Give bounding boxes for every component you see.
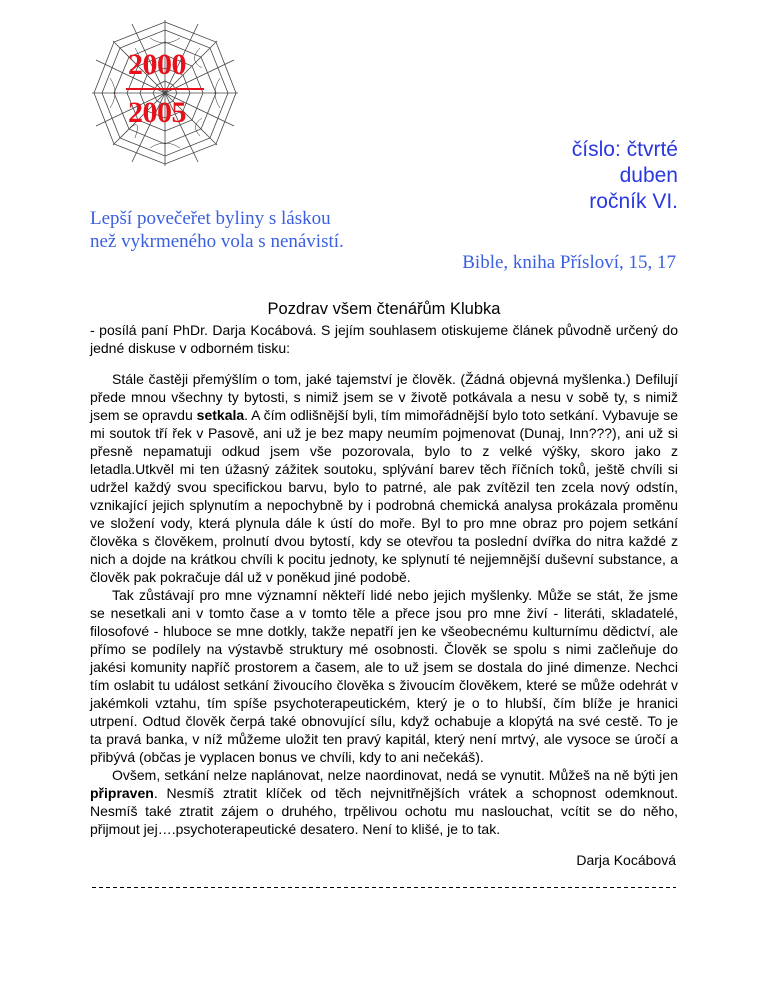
issue-volume: ročník VI. bbox=[589, 190, 678, 213]
issue-month: duben bbox=[619, 164, 678, 187]
article-title: Pozdrav všem čtenářům Klubka bbox=[267, 300, 501, 318]
paragraph-1-text-a: Stále častěji přemýšlím o tom, jaké tajemství je člověk. (Žádná objevná myšlenka.) Defilují přede mnou všechny ty bytosti, s nimiž jsem se v životě potkávala a nesu v sobě ty, s nimiž jsem se opravdu bbox=[90, 371, 678, 423]
year-end: 2005 bbox=[128, 96, 186, 129]
issue-info bbox=[572, 137, 678, 215]
dotted-separator bbox=[90, 880, 678, 888]
year-divider bbox=[126, 88, 204, 90]
author-signature: Darja Kocábová bbox=[576, 852, 676, 868]
issue-number: číslo: čtvrté bbox=[571, 138, 678, 161]
motto-line-1: Lepší povečeřet byliny s láskou bbox=[90, 208, 331, 229]
paragraph-3 bbox=[90, 766, 678, 838]
year-start: 2000 bbox=[128, 48, 186, 81]
paragraph-3-emphasis: připraven bbox=[90, 785, 154, 801]
article-intro: - posílá paní PhDr. Darja Kocábová. S jejím souhlasem otiskujeme článek původně určený do jedné diskuse v odborném tisku: bbox=[90, 322, 678, 356]
article-body bbox=[90, 370, 678, 838]
motto-line-2: než vykrmeného vola s nenávistí. bbox=[90, 231, 344, 252]
paragraph-1-emphasis: setkala bbox=[196, 407, 245, 423]
paragraph-1 bbox=[90, 370, 678, 586]
motto-quote bbox=[90, 207, 344, 253]
spiderweb-icon bbox=[90, 18, 240, 168]
paragraph-3-text-b: . Nesmíš ztratit klíček od těch nejvnitřnějších vrátek a schopnost odemknout. Nesmíš také ztratit zájem o druhého, trpělivou ochotu mu naslouchat, vcítit se do něho, přijmout jej….psychoterapeutické desatero. Není to klišé, je to tak. bbox=[90, 785, 678, 837]
paragraph-2: Tak zůstávají pro mne významní někteří lidé nebo jejich myšlenky. Může se stát, že jsme se nesetkali ani v tomto čase a v tomto těle a přece jsou pro mne živí - literáti, skladatelé, filosofové - hluboce se mne dotkly, takže nepatří jen ke všeobecnému kulturnímu dědictví, ale přímo se podílely na výstavbě struktury mé osobnosti. Člověk se spolu s nimi začleňuje do jakési komunity napříč prostorem a časem, ale to už jsem se dostala do jiné dimenze. Nechci tím oslabit tu událost setkání živoucího člověka s živoucím člověkem, které se může odehrát v jakémkoli vztahu, tím spíše psychoterapeutickém, který je o to hlubší, čím blíže je hranici utrpení. Odtud člověk čerpá také obnovující sílu, když ochabuje a klopýtá na své cestě. To je ta pravá banka, v níž můžeme uložit ten pravý kapitál, který není mrtvý, ale vysoce se úročí a přibývá (občas je vyplacen bonus ve chvíli, kdy to ani nečekáš). bbox=[90, 587, 678, 765]
motto-source: Bible, kniha Přísloví, 15, 17 bbox=[462, 252, 676, 273]
dotted-line-icon bbox=[90, 885, 678, 888]
paragraph-1-text-b: . A čím odlišnější byli, tím mimořádnější bylo toto setkání. Vybavuje se mi soutok tří řek v Pasově, ani už je bez mapy neumím pojmenovat (Dunaj, Inn???), ani už si přesně nepamatuji odkud jsem vše pozorovala, bylo to z velké výšky, skoro jako z letadla.Utkvěl mi ten úžasný zážitek soutoku, splývání barev těch říčních toků, ještě chvíli si udržel každý svou specifickou barvu, bylo to patrné, ale pak zvítězil ten zcela nový odstín, vznikající jejich splynutím a nepochybně by i podrobná chemická analysa prokázala proměnu ve složení vody, která plynula dále k ústí do moře. Byl to pro mne obraz pro pojem setkání člověka s člověkem, prolnutí dvou bytostí, kdy se otevřou ta poslední dvířka do nitra každé z nich a dojde na krátkou chvíli k pocitu jednoty, ke splynutí té nejjemnější duševní substance, a člověk pak pokračuje dál už v poněkud jiné podobě. bbox=[90, 407, 679, 585]
paragraph-3-text-a: Ovšem, setkání nelze naplánovat, nelze naordinovat, nedá se vynutit. Můžeš na ně býti jen bbox=[112, 767, 678, 783]
spiderweb-logo bbox=[90, 18, 240, 168]
